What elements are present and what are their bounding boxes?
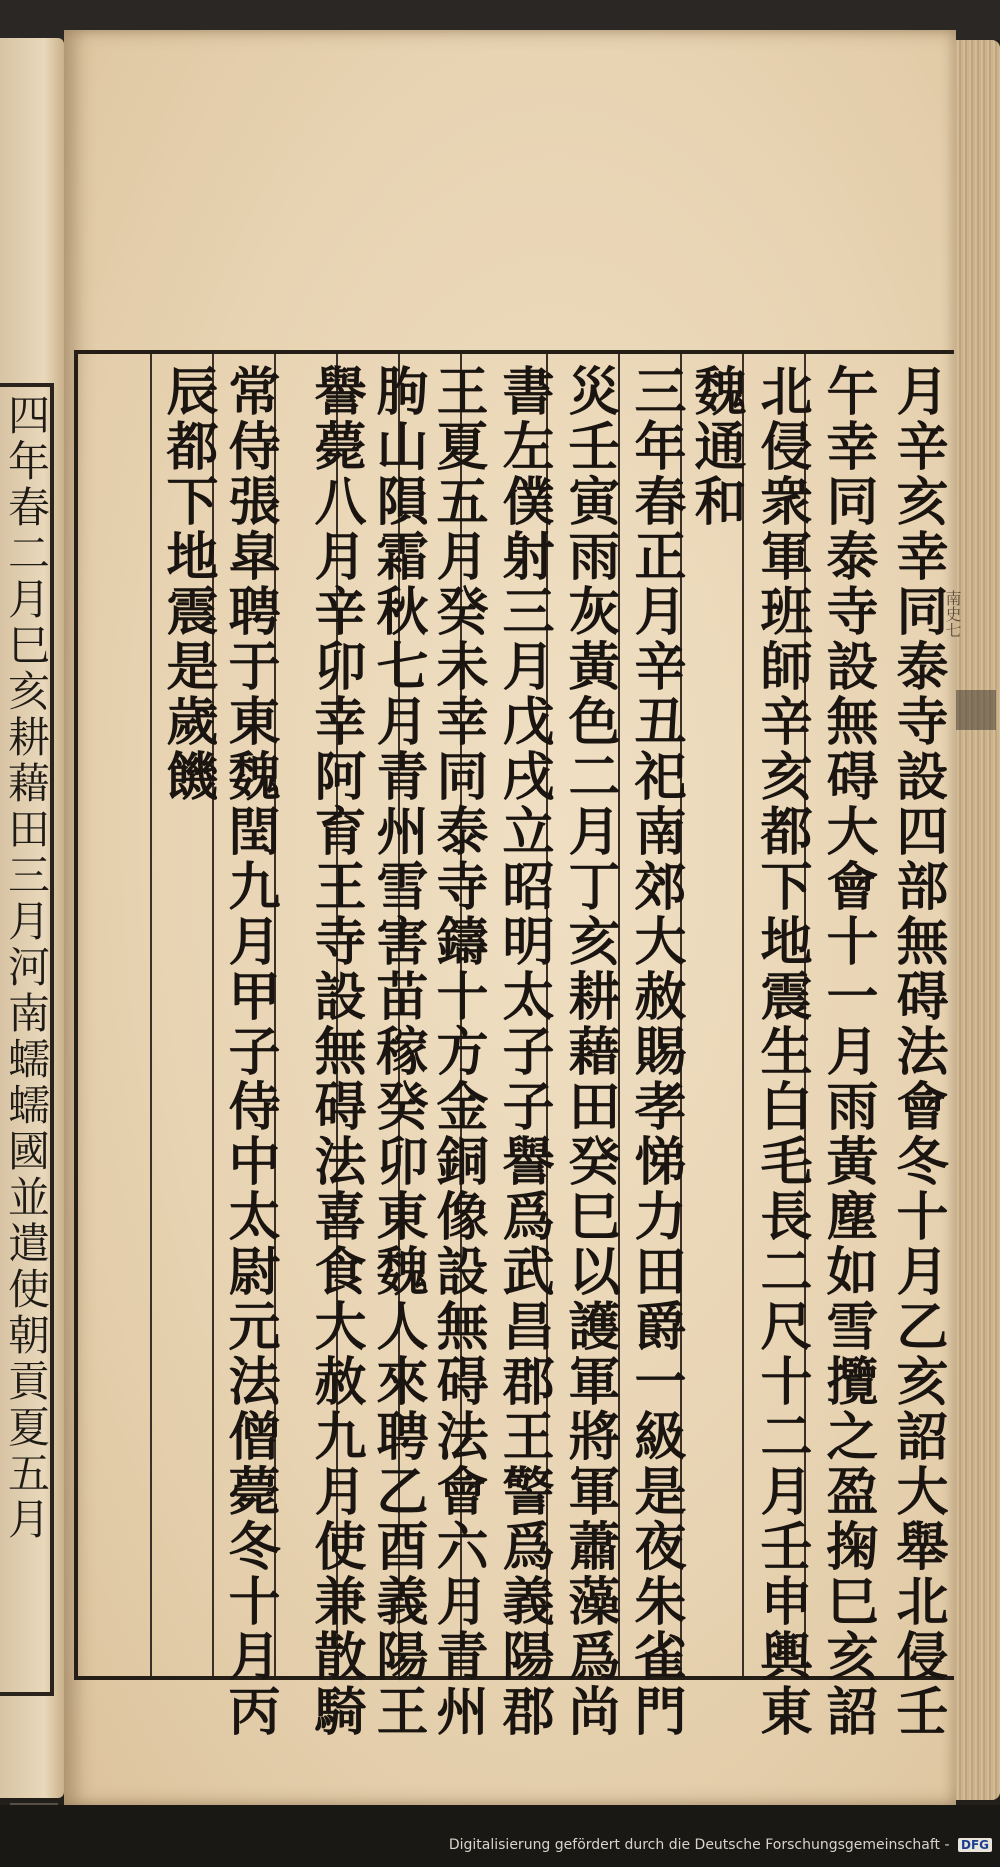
text-column-1: 月辛亥幸同泰寺設四部無碍法會冬十月乙亥詔大舉北侵壬: [887, 364, 948, 1739]
text-column-12: 辰都下地震是歲饑: [157, 364, 218, 804]
page-edges: [950, 40, 1000, 1800]
text-frame: [74, 350, 954, 1739]
text-column-4: 魏通和: [685, 364, 746, 529]
text-column-2: 午幸同泰寺設無碍大會十一月雨黃塵如雪攬之盈掬巳亥詔: [817, 364, 878, 1739]
left-page-text-column: 四年春二月巳亥耕藉田三月河南蠕蠕國並遣使朝貢夏五月: [2, 393, 51, 1543]
column-rule: [150, 354, 152, 1676]
text-column-3: 北侵衆軍班師辛亥都下地震生白毛長二尺十二月壬申輿東: [751, 364, 812, 1739]
left-adjacent-page: [0, 38, 64, 1798]
text-column-11: 常侍張皐聘于東魏閏九月甲子侍中太尉元法僧薨冬十月丙: [219, 364, 280, 1739]
text-column-10: 譽薨八月辛卯幸阿育王寺設無碍法喜食大赦九月使兼散騎: [305, 364, 366, 1739]
dfg-logo: DFG: [958, 1838, 992, 1852]
credit-text: Digitalisierung gefördert durch die Deutsche Forschungsgemeinschaft -: [448, 1837, 950, 1853]
text-column-7: 書左僕射三月戊戌立昭明太子子譽爲武昌郡王警爲義陽郡: [493, 364, 554, 1739]
footer-bar: [0, 1805, 1000, 1867]
digitization-credit: [449, 1837, 992, 1853]
text-column-8: 王夏五月癸未幸同泰寺鑄十方金銅像設無碍法會六月青州: [427, 364, 488, 1739]
text-column-5: 三年春正月辛丑祀南郊大赦賜孝悌力田爵一級是夜朱雀門: [625, 364, 686, 1739]
margin-page-mark: 南史七: [943, 590, 962, 638]
main-page: [64, 30, 962, 1805]
text-column-6: 災壬寅雨灰黃色二月丁亥耕藉田癸巳以護軍將軍蕭藻爲尚: [559, 364, 620, 1739]
text-column-9: 朐山隕霜秋七月青州雪害苗稼癸卯東魏人來聘乙酉義陽王: [367, 364, 428, 1739]
